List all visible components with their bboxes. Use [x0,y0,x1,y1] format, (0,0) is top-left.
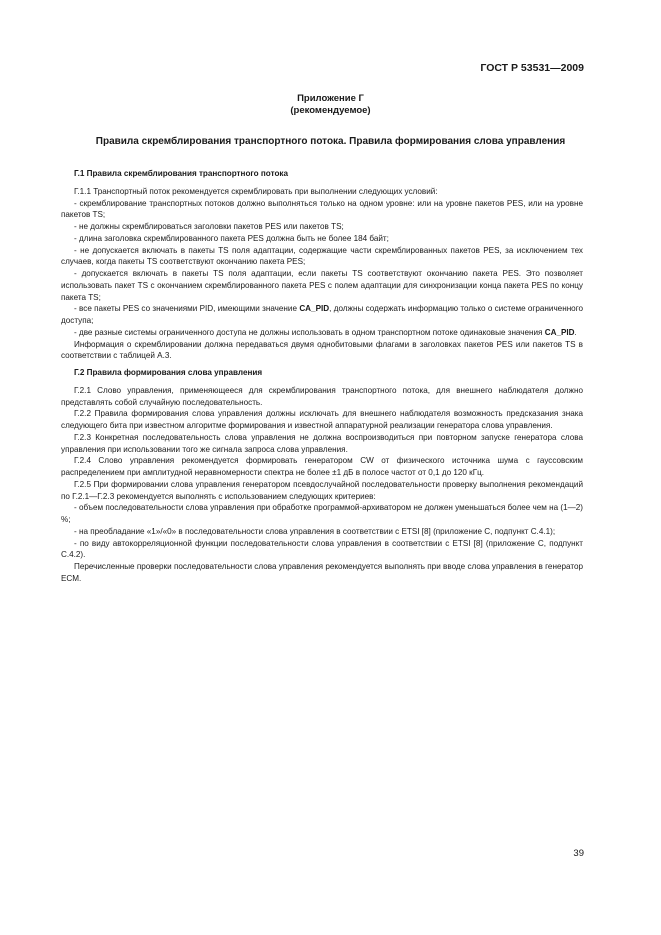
appendix-title: Приложение Г [297,93,364,104]
list-item: - не допускается включать в пакеты TS поля адаптации, содержащие части скремблированных пакетов PES, за исключением тех случаев, когда пакеты TS соответствуют окончанию пакета PES; [61,245,583,267]
paragraph: Г.1.1 Транспортный поток рекомендуется скремблировать при выполнении следующих условий: [74,186,438,196]
appendix-heading [0,93,661,117]
paragraph: Г.2.4 Слово управления рекомендуется формировать генератором CW от физического источника шума с гауссовским распределением при амплитудной неравномерности спектра не более ±1 дБ в полосе частот от 0,1 до 120 кГц. [61,456,583,477]
list-item: - скремблирование транспортных потоков должно выполняться только на одном уровне: или на уровне пакетов PES, или на уровне пакетов TS; [61,198,583,220]
text-run: . [574,327,577,337]
list-item: - по виду автокорреляционной функции последовательности слова управления в соответствии с ETSI [8] (приложение С, подпункт С.4.2). [61,538,583,560]
paragraph: Г.2.2 Правила формирования слова управления должны исключать для внешнего наблюдателя возможность предсказания знака следующего бита при известном алгоритме формирования и известной аппаратурной реализации генератора слова управления. [61,409,583,430]
ca-pid-term: CA_PID [299,304,330,314]
text-run: - все пакеты PES со значениями PID, имеющими значение [74,304,300,314]
text-run: - две разные системы ограниченного доступа не должны использовать в одном транспортном потоке одинаковые значения [74,327,545,337]
paragraph: Перечисленные проверки последовательности слова управления рекомендуется выполнять при вводе слова управления в генератор ЕСМ. [61,562,583,583]
text-run: , должны содержать информацию только о системе ограниченного доступа; [61,304,583,325]
ca-pid-term: CA_PID [544,327,575,337]
list-item: - объем последовательности слова управления при обработке программой-архиватором не должен уменьшаться более чем на (1—2) %; [61,503,583,524]
page-number: 39 [573,848,584,859]
list-item: - длина заголовка скремблированного пакета PES должна быть не более 184 байт; [74,233,389,243]
section-1-heading: Г.1 Правила скремблирования транспортного потока [74,169,288,178]
paragraph: Г.2.5 При формировании слова управления генератором псевдослучайной последовательности проверку выполнения рекомендаций по Г.2.1—Г.2.3 рекомендуется выполнять с использованием следующих критериев: [61,479,583,501]
section-2-heading: Г.2 Правила формирования слова управления [74,368,263,377]
list-item [61,327,583,339]
paragraph: Г.2.1 Слово управления, применяющееся для скремблирования транспортного потока, для внешнего наблюдателя должно представлять собой случайную последовательность. [61,385,583,407]
appendix-subtitle: (рекомендуемое) [290,105,371,116]
document-body [61,168,583,585]
paragraph: Информация о скремблировании должна передаваться двумя однобитовыми флагами в заголовках пакетов PES или пакетов TS в соответствии с таблицей А.3. [61,339,583,361]
main-title: Правила скремблирования транспортного потока. Правила формирования слова управления [95,136,566,147]
paragraph: Г.2.3 Конкретная последовательность слова управления не должна воспроизводиться при повторном запуске генератора слова управления при использовании того же сигнала запроса слова управления. [61,432,583,454]
standard-number: ГОСТ Р 53531—2009 [480,62,584,74]
list-item: - не должны скремблироваться заголовки пакетов PES или пакетов TS; [74,222,344,231]
list-item: - допускается включать в пакеты TS поля адаптации, если пакеты TS соответствуют окончанию пакета PES. Это позволяет использовать пакет TS с окончанием скремблированного пакета PES с полем адаптации для синхронизации конца пакета PES по концу пакета TS; [61,269,583,302]
list-item [61,303,583,327]
list-item: - на преобладание «1»/«0» в последовательности слова управления в соответствии с ETSI [8] (приложение С, подпункт С.4.1); [74,526,556,536]
